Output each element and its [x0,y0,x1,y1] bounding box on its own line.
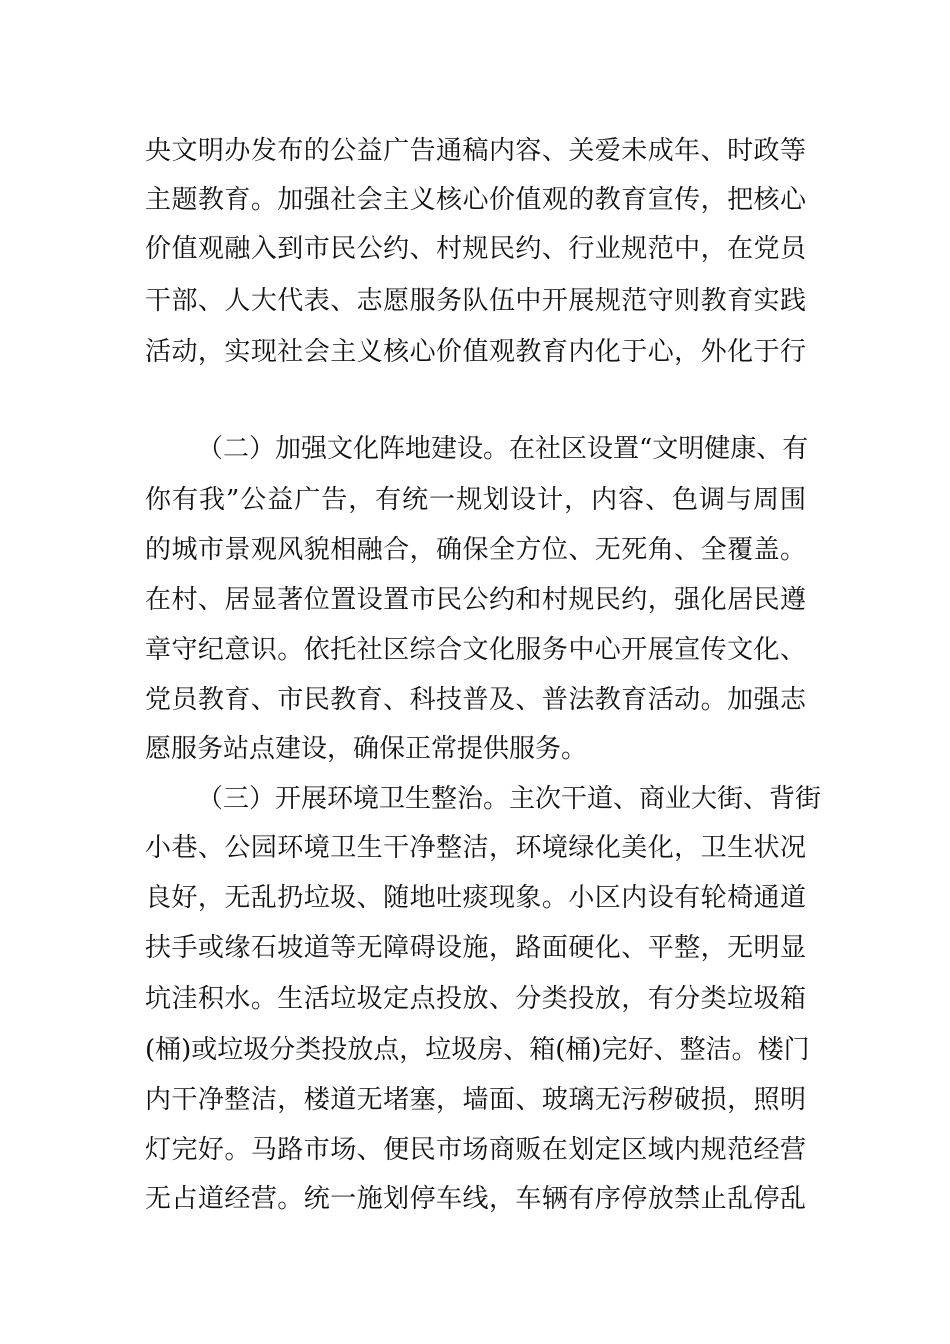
text-line: 坑洼积水。生活垃圾定点投放、分类投放，有分类垃圾箱 [145,984,806,1014]
text-line: (桶)或垃圾分类投放点，垃圾房、箱(桶)完好、整洁。楼门 [145,1035,810,1065]
text-line: 无占道经营。统一施划停车线，车辆有序停放禁止乱停乱 [145,1184,806,1214]
text-line: 干部、人大代表、志愿服务队伍中开展规范守则教育实践 [145,286,806,316]
text-line: 价值观融入到市民公约、村规民约、行业规范中，在党员 [145,234,806,264]
text-line: 央文明办发布的公益广告通稿内容、关爱未成年、时政等 [145,136,806,166]
text-line: 活动，实现社会主义核心价值观教育内化于心，外化于行 [145,337,806,367]
text-line: 扶手或缘石坡道等无障碍设施，路面硬化、平整，无明显 [145,933,806,963]
text-line: 的城市景观风貌相融合，确保全方位、无死角、全覆盖。 [145,535,806,565]
text-line: 灯完好。马路市场、便民市场商贩在划定区域内规范经营 [145,1135,806,1165]
text-line: （三）开展环境卫生整治。主次干道、商业大街、背街 [197,784,822,814]
text-line: 在村、居显著位置设置市民公约和村规民约，强化居民遵 [145,585,806,615]
text-line: 主题教育。加强社会主义核心价值观的教育宣传，把核心 [145,185,806,215]
text-line: 小巷、公园环境卫生干净整洁，环境绿化美化，卫生状况 [145,833,806,863]
text-line: 内干净整洁，楼道无堵塞，墙面、玻璃无污秽破损，照明 [145,1085,806,1115]
text-line: 党员教育、市民教育、科技普及、普法教育活动。加强志 [145,685,806,715]
text-line: 你有我”公益广告，有统一规划设计，内容、色调与周围 [145,485,806,515]
text-line: 愿服务站点建设，确保正常提供服务。 [145,734,588,764]
text-line: 章守纪意识。依托社区综合文化服务中心开展宣传文化、 [145,635,806,665]
text-line: 良好，无乱扔垃圾、随地吐痰现象。小区内设有轮椅通道 [145,883,806,913]
text-line: （二）加强文化阵地建设。在社区设置“文明健康、有 [197,434,809,464]
